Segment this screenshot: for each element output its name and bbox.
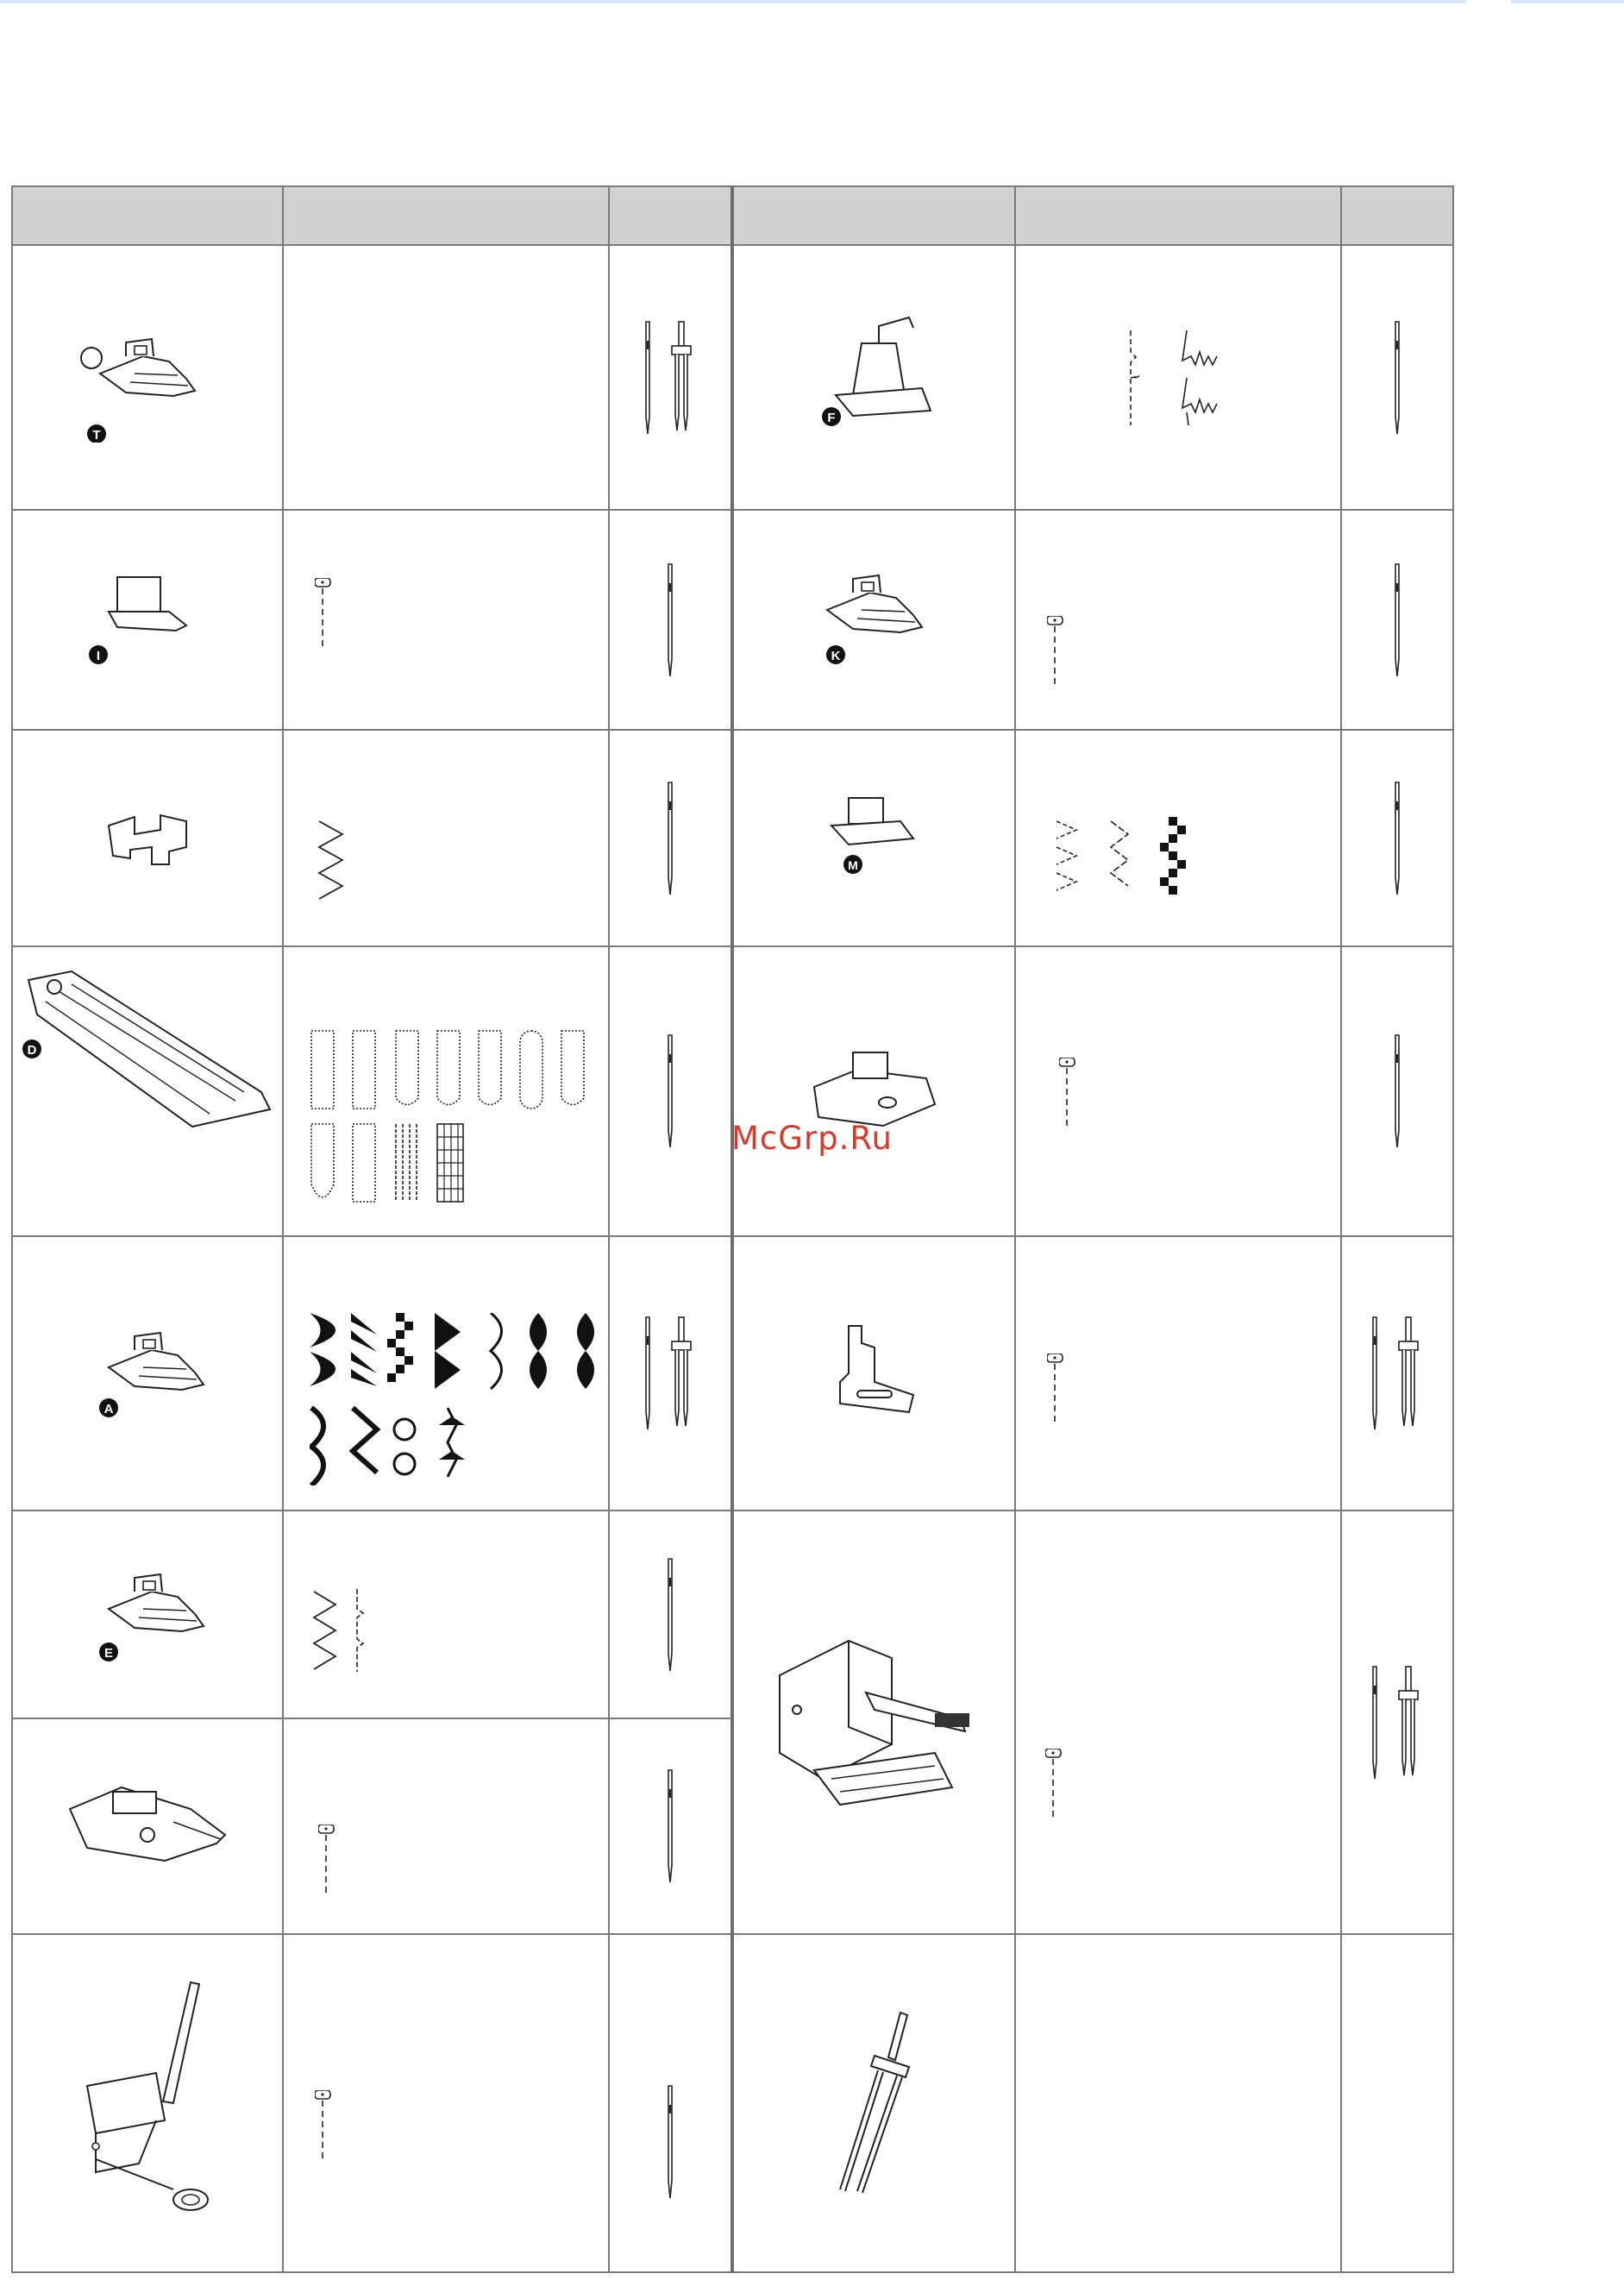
presser-foot-icon	[57, 313, 238, 443]
foot-label: E	[103, 1645, 114, 1661]
single-needle-icon	[653, 1766, 687, 1887]
twin-needle-icon	[823, 2008, 926, 2198]
header-cell	[1015, 186, 1341, 245]
foot-cell	[732, 730, 1015, 946]
needle-cell	[609, 946, 732, 1236]
stitch-pattern-icon	[1059, 1058, 1080, 1135]
stitch-cell	[283, 1236, 609, 1511]
table-row	[12, 1934, 1453, 2272]
stitch-cell	[283, 1718, 609, 1934]
single-needle-icon	[1380, 317, 1414, 438]
foot-cell	[732, 1511, 1015, 1934]
decorative-stitch-icon	[310, 1313, 594, 1485]
stitch-pattern-icon	[315, 2090, 335, 2168]
stitch-cell	[283, 245, 609, 510]
twin-needle-icon	[636, 1313, 705, 1434]
foot-label: I	[96, 648, 101, 663]
single-needle-icon	[653, 778, 687, 899]
presser-foot-icon	[823, 1322, 926, 1425]
table-row	[12, 1511, 1453, 1718]
needle-cell	[609, 245, 732, 510]
stitch-pattern-icon	[1045, 1749, 1066, 1826]
stitch-pattern-icon	[1052, 817, 1199, 903]
foot-cell	[732, 245, 1015, 510]
needle-cell	[1341, 245, 1453, 510]
presser-foot-icon	[801, 568, 948, 672]
single-needle-icon	[653, 560, 687, 681]
stitch-cell	[1015, 245, 1341, 510]
foot-label: K	[831, 648, 840, 663]
table-row	[12, 730, 1453, 946]
watermark: McGrp.Ru	[731, 1120, 893, 1157]
single-needle-icon	[653, 2082, 687, 2202]
foot-cell	[12, 510, 283, 730]
needle-cell	[1341, 510, 1453, 730]
stitch-cell	[283, 946, 609, 1236]
stitch-cell	[1015, 730, 1341, 946]
presser-foot-icon	[801, 309, 948, 447]
stitch-pattern-icon	[315, 817, 349, 903]
needle-cell	[732, 1934, 1015, 2272]
twin-needle-icon	[1363, 1662, 1432, 1783]
buttonhole-foot-icon	[20, 963, 279, 1135]
top-rule	[0, 0, 1466, 3]
table-row	[12, 245, 1453, 510]
foot-cell	[732, 510, 1015, 730]
foot-cell	[12, 1934, 283, 2272]
table-row	[12, 1236, 1453, 1511]
foot-label: T	[92, 427, 101, 443]
stitch-cell	[283, 510, 609, 730]
presser-foot-icon	[83, 1326, 212, 1421]
single-needle-icon	[1380, 778, 1414, 899]
presser-foot-table	[11, 185, 1454, 2273]
presser-foot-icon	[61, 1774, 234, 1878]
foot-cell	[732, 946, 1015, 1236]
foot-cell	[12, 946, 283, 1236]
stitch-pattern-icon	[1047, 616, 1068, 694]
stitch-cell	[283, 730, 609, 946]
needle-cell	[609, 1511, 732, 1718]
header-cell	[609, 186, 732, 245]
single-needle-icon	[653, 1031, 687, 1152]
stitch-cell	[1015, 1511, 1341, 1934]
foot-label: F	[826, 410, 836, 425]
foot-cell	[732, 1236, 1015, 1511]
single-needle-icon	[1380, 560, 1414, 681]
needle-cell	[1341, 1934, 1453, 2272]
needle-cell	[609, 1236, 732, 1511]
stitch-cell	[1015, 946, 1341, 1236]
twin-needle-icon	[1363, 1313, 1432, 1434]
needle-cell	[1341, 1236, 1453, 1511]
presser-foot-icon	[100, 808, 195, 869]
foot-cell	[12, 1718, 283, 1934]
foot-label: D	[27, 1043, 37, 1058]
darning-foot-icon	[61, 1974, 234, 2233]
single-needle-icon	[653, 1555, 687, 1675]
foot-label: M	[847, 857, 858, 872]
top-rule-right	[1511, 0, 1624, 3]
stitch-cell	[1015, 1934, 1341, 2272]
needle-cell	[609, 1718, 732, 1934]
header-cell	[732, 186, 1015, 245]
buttonhole-stitch-icon	[310, 1029, 586, 1210]
foot-label: A	[103, 1402, 114, 1416]
header-cell	[1341, 186, 1453, 245]
presser-foot-icon	[814, 791, 935, 886]
twin-needle-icon	[636, 317, 705, 438]
needle-cell	[1341, 946, 1453, 1236]
needle-cell	[1341, 730, 1453, 946]
stitch-cell	[283, 1511, 609, 1718]
walking-foot-icon	[762, 1624, 987, 1822]
stitch-pattern-icon	[318, 1825, 339, 1902]
stitch-cell	[1015, 1236, 1341, 1511]
table-row	[12, 510, 1453, 730]
table-row	[12, 946, 1453, 1236]
needle-cell	[609, 1934, 732, 2272]
table-header-row	[12, 186, 1453, 245]
stitch-cell	[1015, 510, 1341, 730]
foot-cell	[12, 245, 283, 510]
stitch-cell	[283, 1934, 609, 2272]
stitch-pattern-icon	[1113, 326, 1243, 430]
foot-cell	[12, 1236, 283, 1511]
foot-cell	[12, 1511, 283, 1718]
single-needle-icon	[1380, 1031, 1414, 1152]
header-cell	[283, 186, 609, 245]
stitch-pattern-icon	[315, 578, 335, 656]
presser-foot-icon	[83, 568, 212, 672]
needle-cell	[609, 510, 732, 730]
stitch-pattern-icon	[310, 1587, 379, 1674]
needle-cell	[609, 730, 732, 946]
foot-cell	[12, 730, 283, 946]
presser-foot-icon	[83, 1567, 212, 1662]
needle-cell	[1341, 1511, 1453, 1934]
header-cell	[12, 186, 283, 245]
stitch-pattern-icon	[1047, 1354, 1068, 1431]
